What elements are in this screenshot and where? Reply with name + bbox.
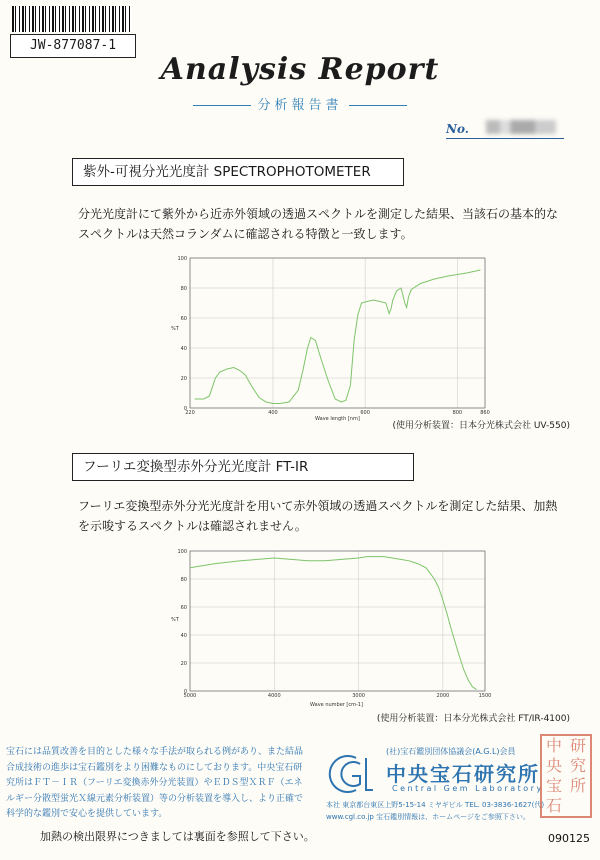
ir-y-label: %T bbox=[171, 617, 179, 623]
uv-y-tick-label: 0 bbox=[183, 405, 187, 412]
seal-character: 所 bbox=[569, 776, 586, 795]
lab-english-name: Central Gem Laboratory bbox=[392, 784, 544, 793]
seal-character: 央 bbox=[545, 756, 562, 775]
ir-y-tick-label: 0 bbox=[183, 688, 187, 695]
uv-equipment-note: (使用分析装置：日本分光株式会社 UV-550) bbox=[392, 421, 570, 431]
uv-x-tick-label: 220 bbox=[185, 410, 195, 416]
number-label: No. bbox=[446, 122, 469, 136]
report-title: Analysis Report bbox=[160, 52, 440, 87]
ir-x-label: Wave number [cm-1] bbox=[310, 702, 363, 708]
ir-plot-frame bbox=[190, 551, 485, 691]
uv-plot-frame bbox=[190, 258, 485, 408]
seal-character: 研 bbox=[569, 736, 586, 755]
seal-character: 石 bbox=[545, 796, 562, 815]
uv-x-label: Wave length [nm] bbox=[315, 416, 360, 422]
subtitle-text: 分析報告書 bbox=[257, 98, 343, 113]
ir-spectrum-line bbox=[190, 557, 477, 690]
ir-x-tick-label: 2000 bbox=[436, 693, 450, 699]
uv-paragraph: 分光光度計にて紫外から近赤外領域の透過スペクトルを測定した結果、当該石の基本的なスペクトルは天然コランダムに確認される特徴と一致します。 bbox=[78, 207, 559, 241]
ir-section-heading: フーリエ変換型赤外分光光度計 FT-IR bbox=[72, 453, 414, 481]
ir-spectrum-chart bbox=[155, 543, 500, 713]
number-underline bbox=[446, 138, 564, 139]
uv-x-tick-label: 600 bbox=[360, 410, 370, 416]
uv-y-label: %T bbox=[171, 326, 179, 332]
document-code: 090125 bbox=[548, 832, 590, 845]
barcode bbox=[12, 6, 132, 32]
uv-y-tick-label: 20 bbox=[180, 375, 187, 382]
uv-spectrum-line bbox=[195, 270, 481, 404]
footer-note: 宝石には品質改善を目的とした様々な手法が取られる例があり、また結晶合成技術の進歩は宝石鑑別をより困難なものにしております。中央宝石研究所はＦＴ－ＩＲ（フーリエ変換赤外分光装置）やＥＤＳ型ＸＲＦ（エネルギー分散型蛍光Ｘ線元素分析装置）等の分析装置を導入し、より正確で科学的な鑑別で安心を提供しています。 bbox=[6, 747, 304, 819]
uv-section-heading: 紫外-可視分光光度計 SPECTROPHOTOMETER bbox=[72, 158, 404, 186]
ir-paragraph: フーリエ変換型赤外分光光度計を用いて赤外領域の透過スペクトルを測定した結果、加熱を示唆するスペクトルは確認されません。 bbox=[78, 499, 558, 533]
uv-y-tick-label: 80 bbox=[180, 285, 187, 292]
uv-x-tick-label: 860 bbox=[480, 410, 490, 416]
ir-x-tick-label: 4000 bbox=[267, 693, 281, 699]
ir-y-tick-label: 20 bbox=[180, 660, 187, 667]
ir-y-tick-label: 100 bbox=[177, 548, 187, 555]
association-membership: (社)宝石鑑別団体協議会(A.G.L)会員 bbox=[386, 747, 516, 756]
divider bbox=[193, 105, 251, 106]
cgl-logo-icon bbox=[326, 752, 374, 796]
seal-character: 究 bbox=[569, 756, 586, 775]
report-id: JW-877087-1 bbox=[10, 34, 136, 58]
ir-x-tick-label: 3000 bbox=[352, 693, 365, 699]
uv-x-tick-label: 400 bbox=[268, 410, 278, 416]
redacted-number bbox=[486, 120, 556, 134]
seal-character: 宝 bbox=[545, 776, 562, 795]
lab-name: 中央宝石研究所 bbox=[386, 762, 540, 786]
lab-website: www.cgl.co.jp 宝石鑑別情報は、ホームページをご参照下さい。 bbox=[326, 813, 530, 821]
uv-spectrum-chart bbox=[155, 250, 500, 430]
ir-equipment-note: (使用分析装置：日本分光株式会社 FT/IR-4100) bbox=[376, 714, 570, 724]
uv-x-tick-label: 800 bbox=[452, 410, 463, 416]
official-seal bbox=[540, 734, 592, 818]
detection-limit-note: 加熱の検出限界につきましては裏面を参照して下さい。 bbox=[40, 830, 315, 843]
lab-address: 本社 東京都台東区上野5-15-14 ミヤギビル TEL. 03-3836-1627(代) bbox=[326, 801, 545, 809]
ir-y-tick-label: 80 bbox=[180, 576, 187, 583]
uv-y-tick-label: 60 bbox=[180, 315, 187, 322]
divider bbox=[349, 105, 407, 106]
uv-y-tick-label: 40 bbox=[180, 345, 187, 352]
seal-character: 中 bbox=[545, 736, 562, 755]
uv-y-tick-label: 100 bbox=[177, 255, 187, 262]
ir-x-tick-label: 1500 bbox=[478, 693, 492, 699]
ir-y-tick-label: 60 bbox=[180, 604, 187, 611]
ir-y-tick-label: 40 bbox=[180, 632, 187, 639]
report-subtitle bbox=[0, 94, 600, 113]
ir-x-tick-label: 5000 bbox=[183, 693, 197, 699]
